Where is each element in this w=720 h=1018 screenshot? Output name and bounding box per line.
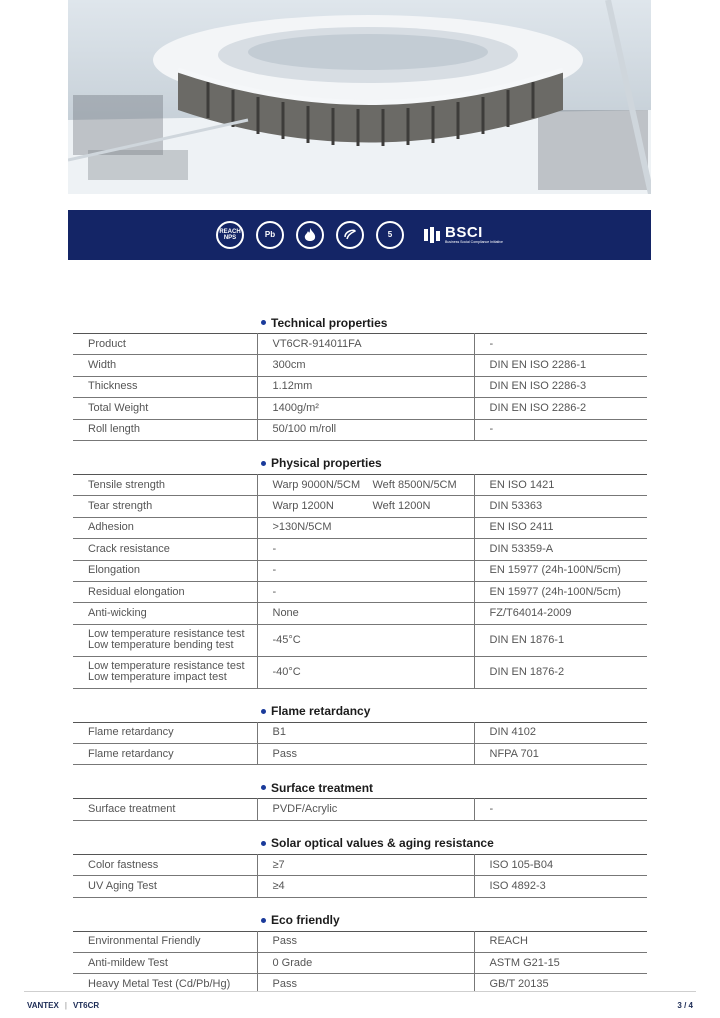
property-value-cell <box>257 656 474 688</box>
property-name-cell <box>73 656 257 688</box>
table-row <box>73 953 647 974</box>
property-value: VT6CR-914011FA <box>272 337 362 350</box>
property-name: Flame retardancy <box>88 726 174 739</box>
property-name-cell <box>73 496 257 517</box>
bullet-icon <box>261 709 266 714</box>
property-name: Adhesion <box>88 521 134 534</box>
property-name-cell <box>73 953 257 974</box>
page-footer <box>24 991 696 1018</box>
test-standard: FZ/T64014-2009 <box>474 603 647 624</box>
property-value: 50/100 m/roll <box>272 423 337 436</box>
section-gap <box>73 765 647 777</box>
property-value: Pass <box>272 747 297 760</box>
test-standard: NFPA 701 <box>474 744 647 765</box>
property-name: Crack resistance <box>88 542 170 555</box>
property-name-secondary: Low temperature bending test <box>88 639 234 652</box>
test-standard: DIN EN ISO 2286-2 <box>474 398 647 419</box>
lead-free-cert-icon: Pb <box>256 221 284 249</box>
footer-model: VT6CR <box>72 1000 100 1010</box>
property-name: Low temperature resistance test <box>88 628 245 641</box>
property-name: Elongation <box>88 564 140 577</box>
section-gap <box>73 821 647 833</box>
property-name-cell <box>73 419 257 440</box>
property-value: 1400g/m² <box>272 401 319 414</box>
bullet-icon <box>261 785 266 790</box>
property-value-cell <box>257 496 474 517</box>
table-row <box>73 854 647 875</box>
property-name: Tear strength <box>88 500 153 513</box>
test-standard: ISO 4892-3 <box>474 876 647 897</box>
test-standard: DIN EN 1876-1 <box>474 624 647 656</box>
section-title-text: Physical properties <box>271 456 382 471</box>
test-standard: ASTM G21-15 <box>474 953 647 974</box>
spec-table <box>73 474 647 689</box>
property-name-cell <box>73 474 257 495</box>
property-value-cell <box>257 517 474 538</box>
property-value-cell <box>257 355 474 376</box>
section-title-text: Solar optical values & aging resistance <box>271 836 494 851</box>
property-name-cell <box>73 376 257 397</box>
specification-content <box>73 312 647 996</box>
test-standard: - <box>474 419 647 440</box>
footer-brand: VANTEX <box>27 1000 59 1010</box>
table-row <box>73 799 647 820</box>
property-value: 1.12mm <box>272 380 313 393</box>
property-name: Width <box>88 359 117 372</box>
spec-table <box>73 722 647 766</box>
property-value-cell <box>257 419 474 440</box>
section-title <box>73 910 647 931</box>
property-value-cell <box>257 854 474 875</box>
test-standard: DIN 53359-A <box>474 539 647 560</box>
section-title-text: Eco friendly <box>271 913 340 928</box>
section-gap <box>73 441 647 453</box>
property-value: Warp 1200N <box>272 500 334 513</box>
property-value-cell <box>257 953 474 974</box>
property-value: - <box>272 564 277 577</box>
property-name: Residual elongation <box>88 585 185 598</box>
table-row <box>73 744 647 765</box>
reach-cert-icon: REACH NPS <box>216 221 244 249</box>
test-standard: - <box>474 799 647 820</box>
five-year-cert-icon: 5 <box>376 221 404 249</box>
table-row <box>73 517 647 538</box>
property-name: Roll length <box>88 423 140 436</box>
test-standard: EN 15977 (24h-100N/5cm) <box>474 560 647 581</box>
test-standard: DIN EN ISO 2286-3 <box>474 376 647 397</box>
table-row <box>73 376 647 397</box>
property-name-cell <box>73 624 257 656</box>
property-value-cell <box>257 581 474 602</box>
test-standard: - <box>474 334 647 355</box>
property-name: Thickness <box>88 380 138 393</box>
section-title <box>73 833 647 854</box>
bsci-name: BSCI <box>445 224 483 241</box>
test-standard: GB/T 20135 <box>474 974 647 995</box>
section-gap <box>73 898 647 910</box>
table-row <box>73 656 647 688</box>
property-value: Pass <box>272 978 297 991</box>
property-value: PVDF/Acrylic <box>272 803 338 816</box>
eco-cert-icon <box>336 221 364 249</box>
property-value-cell <box>257 334 474 355</box>
property-value: Pass <box>272 935 297 948</box>
section-title-text: Technical properties <box>271 315 388 330</box>
table-row <box>73 603 647 624</box>
spec-table <box>73 798 647 820</box>
property-value: -45°C <box>272 633 301 646</box>
page-number: 3 / 4 <box>677 1000 693 1010</box>
property-name-cell <box>73 722 257 743</box>
property-value-weft: Weft 1200N <box>372 500 431 513</box>
table-row <box>73 539 647 560</box>
property-value: Warp 9000N/5CM <box>272 478 361 491</box>
property-name: Environmental Friendly <box>88 935 201 948</box>
property-name: Total Weight <box>88 401 149 414</box>
section-title-text: Surface treatment <box>271 780 374 795</box>
test-standard: REACH <box>474 931 647 952</box>
property-name-cell <box>73 854 257 875</box>
table-row <box>73 334 647 355</box>
bullet-icon <box>261 841 266 846</box>
table-row <box>73 355 647 376</box>
property-name-cell <box>73 744 257 765</box>
property-value-cell <box>257 744 474 765</box>
property-name-cell <box>73 334 257 355</box>
property-name-cell <box>73 876 257 897</box>
property-name: Product <box>88 337 126 350</box>
table-row <box>73 419 647 440</box>
bsci-subtitle: Business Social Compliance Initiative <box>445 240 503 244</box>
section-title <box>73 453 647 474</box>
property-name-cell <box>73 355 257 376</box>
test-standard: EN ISO 2411 <box>474 517 647 538</box>
property-name-cell <box>73 603 257 624</box>
spec-table <box>73 931 647 996</box>
section-title <box>73 701 647 722</box>
bsci-logo <box>424 225 503 245</box>
table-row <box>73 876 647 897</box>
test-standard: DIN 53363 <box>474 496 647 517</box>
property-name: Anti-mildew Test <box>88 956 168 969</box>
bullet-icon <box>261 461 266 466</box>
section-gap <box>73 689 647 701</box>
property-value: B1 <box>272 726 286 739</box>
property-value: ≥7 <box>272 858 285 871</box>
section-title <box>73 312 647 333</box>
property-value: 0 Grade <box>272 956 313 969</box>
property-value: -40°C <box>272 665 301 678</box>
property-value-cell <box>257 799 474 820</box>
property-name: Anti-wicking <box>88 606 147 619</box>
test-standard: ISO 105-B04 <box>474 854 647 875</box>
property-name: UV Aging Test <box>88 879 157 892</box>
property-name: Low temperature resistance test <box>88 660 245 673</box>
property-name: Color fastness <box>88 858 159 871</box>
property-name-cell <box>73 931 257 952</box>
bullet-icon <box>261 918 266 923</box>
property-value-cell <box>257 722 474 743</box>
property-value-cell <box>257 474 474 495</box>
property-name-cell <box>73 799 257 820</box>
stadium-photo <box>68 0 651 194</box>
property-value-cell <box>257 624 474 656</box>
property-value-cell <box>257 931 474 952</box>
table-row <box>73 398 647 419</box>
test-standard: EN 15977 (24h-100N/5cm) <box>474 581 647 602</box>
table-row <box>73 581 647 602</box>
property-name-cell <box>73 539 257 560</box>
property-value-cell <box>257 539 474 560</box>
footer-brand-block <box>27 1001 99 1010</box>
section-title <box>73 777 647 798</box>
bullet-icon <box>261 320 266 325</box>
property-value-cell <box>257 560 474 581</box>
property-name-cell <box>73 560 257 581</box>
property-name-cell <box>73 517 257 538</box>
certification-banner <box>68 210 651 260</box>
property-name: Tensile strength <box>88 478 166 491</box>
property-name-secondary: Low temperature impact test <box>88 671 227 684</box>
bsci-mark-icon <box>424 227 442 243</box>
table-row <box>73 931 647 952</box>
property-name: Heavy Metal Test (Cd/Pb/Hg) <box>88 978 231 991</box>
property-name: Surface treatment <box>88 803 176 816</box>
section-title-text: Flame retardancy <box>271 704 371 719</box>
footer-separator: | <box>64 1000 67 1010</box>
property-value-cell <box>257 398 474 419</box>
property-value: >130N/5CM <box>272 521 332 534</box>
test-standard: DIN EN ISO 2286-1 <box>474 355 647 376</box>
property-value-cell <box>257 876 474 897</box>
property-name-cell <box>73 581 257 602</box>
test-standard: EN ISO 1421 <box>474 474 647 495</box>
table-row <box>73 474 647 495</box>
spec-table <box>73 854 647 898</box>
property-value: ≥4 <box>272 879 285 892</box>
property-name-cell <box>73 398 257 419</box>
property-value-weft: Weft 8500N/5CM <box>372 478 457 491</box>
table-row <box>73 722 647 743</box>
property-name: Flame retardancy <box>88 747 174 760</box>
table-row <box>73 496 647 517</box>
test-standard: DIN EN 1876-2 <box>474 656 647 688</box>
property-value: None <box>272 606 299 619</box>
flame-cert-icon <box>296 221 324 249</box>
spec-table <box>73 333 647 441</box>
property-value: 300cm <box>272 359 306 372</box>
property-value: - <box>272 542 277 555</box>
test-standard: DIN 4102 <box>474 722 647 743</box>
table-row <box>73 560 647 581</box>
table-row <box>73 624 647 656</box>
property-value-cell <box>257 376 474 397</box>
property-value-cell <box>257 603 474 624</box>
property-value: - <box>272 585 277 598</box>
